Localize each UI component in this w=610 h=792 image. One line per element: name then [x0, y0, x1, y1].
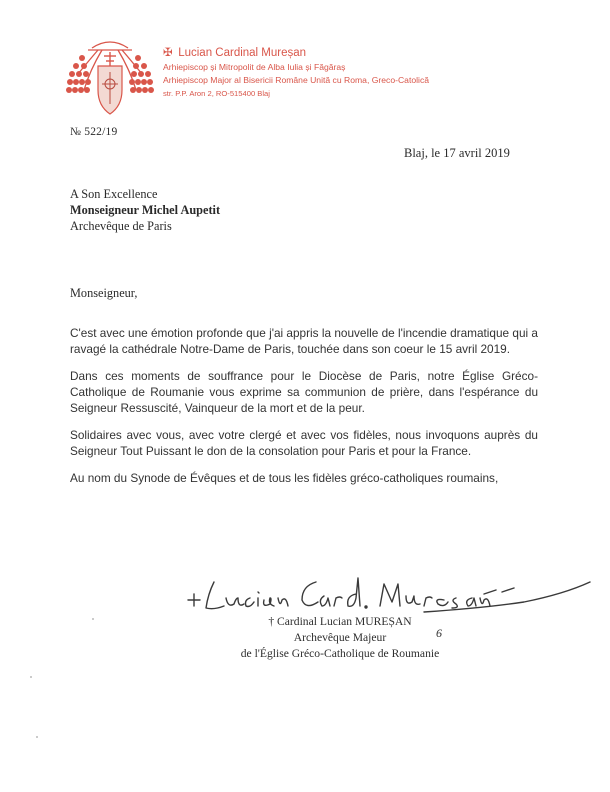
paragraph-4: Au nom du Synode de Évêques et de tous les fidèles gréco-catholiques roumains, [70, 471, 499, 485]
letterhead-title-1: Arhiepiscop și Mitropolit de Alba Iulia și Făgăraș [163, 62, 346, 72]
date-line: Blaj, le 17 avril 2019 [404, 146, 510, 160]
recipient-block [70, 186, 220, 234]
reference-number: № 522/19 [70, 126, 118, 138]
scan-speck [30, 676, 32, 678]
signatory-name: † Cardinal Lucian MUREȘAN [268, 615, 412, 628]
letter-body [70, 325, 538, 497]
coat-of-arms-icon [64, 34, 156, 126]
letterhead-title-2: Arhiepiscop Major al Bisericii Române Unită cu Roma, Greco-Catolică [163, 75, 430, 85]
paragraph-1: C'est avec une émotion profonde que j'ai appris la nouvelle de l'incendie dramatique qui a ravagé la cathédrale Notre-Dame de Paris, touchée dans son coeur le 15 avril 2019. [70, 326, 538, 356]
salutation: Monseigneur, [70, 286, 138, 300]
letterhead-address: str. P.P. Aron 2, RO-515400 Blaj [163, 89, 270, 98]
letterhead-name: Lucian Cardinal Mureșan [178, 47, 307, 59]
paragraph-2: Dans ces moments de souffrance pour le Diocèse de Paris, notre Église Gréco-Catholique de Roumanie vous exprime sa communion de prière, dans l'espérance du Seigneur Ressuscité, Vainqueur de la mort et de la peur. [70, 369, 538, 415]
handwritten-mark: 6 [436, 626, 442, 640]
recipient-title: Archevêque de Paris [70, 219, 172, 233]
recipient-name: Monseigneur Michel Aupetit [70, 203, 221, 217]
signatory-title: Archevêque Majeur [293, 631, 387, 644]
signatory-church: de l'Église Gréco-Catholique de Roumanie [240, 647, 440, 660]
letterhead [163, 46, 603, 100]
recipient-honorific: A Son Excellence [70, 187, 158, 201]
scan-speck [92, 618, 94, 620]
letterhead-name-row [163, 46, 603, 61]
paragraph-3: Solidaires avec vous, avec votre clergé et avec vos fidèles, nous invoquons auprès du Seigneur Tout Puissant le don de la consolation pour Paris et pour la France. [70, 428, 538, 458]
scan-speck [36, 736, 38, 738]
cross-icon: ✠ [163, 47, 173, 59]
